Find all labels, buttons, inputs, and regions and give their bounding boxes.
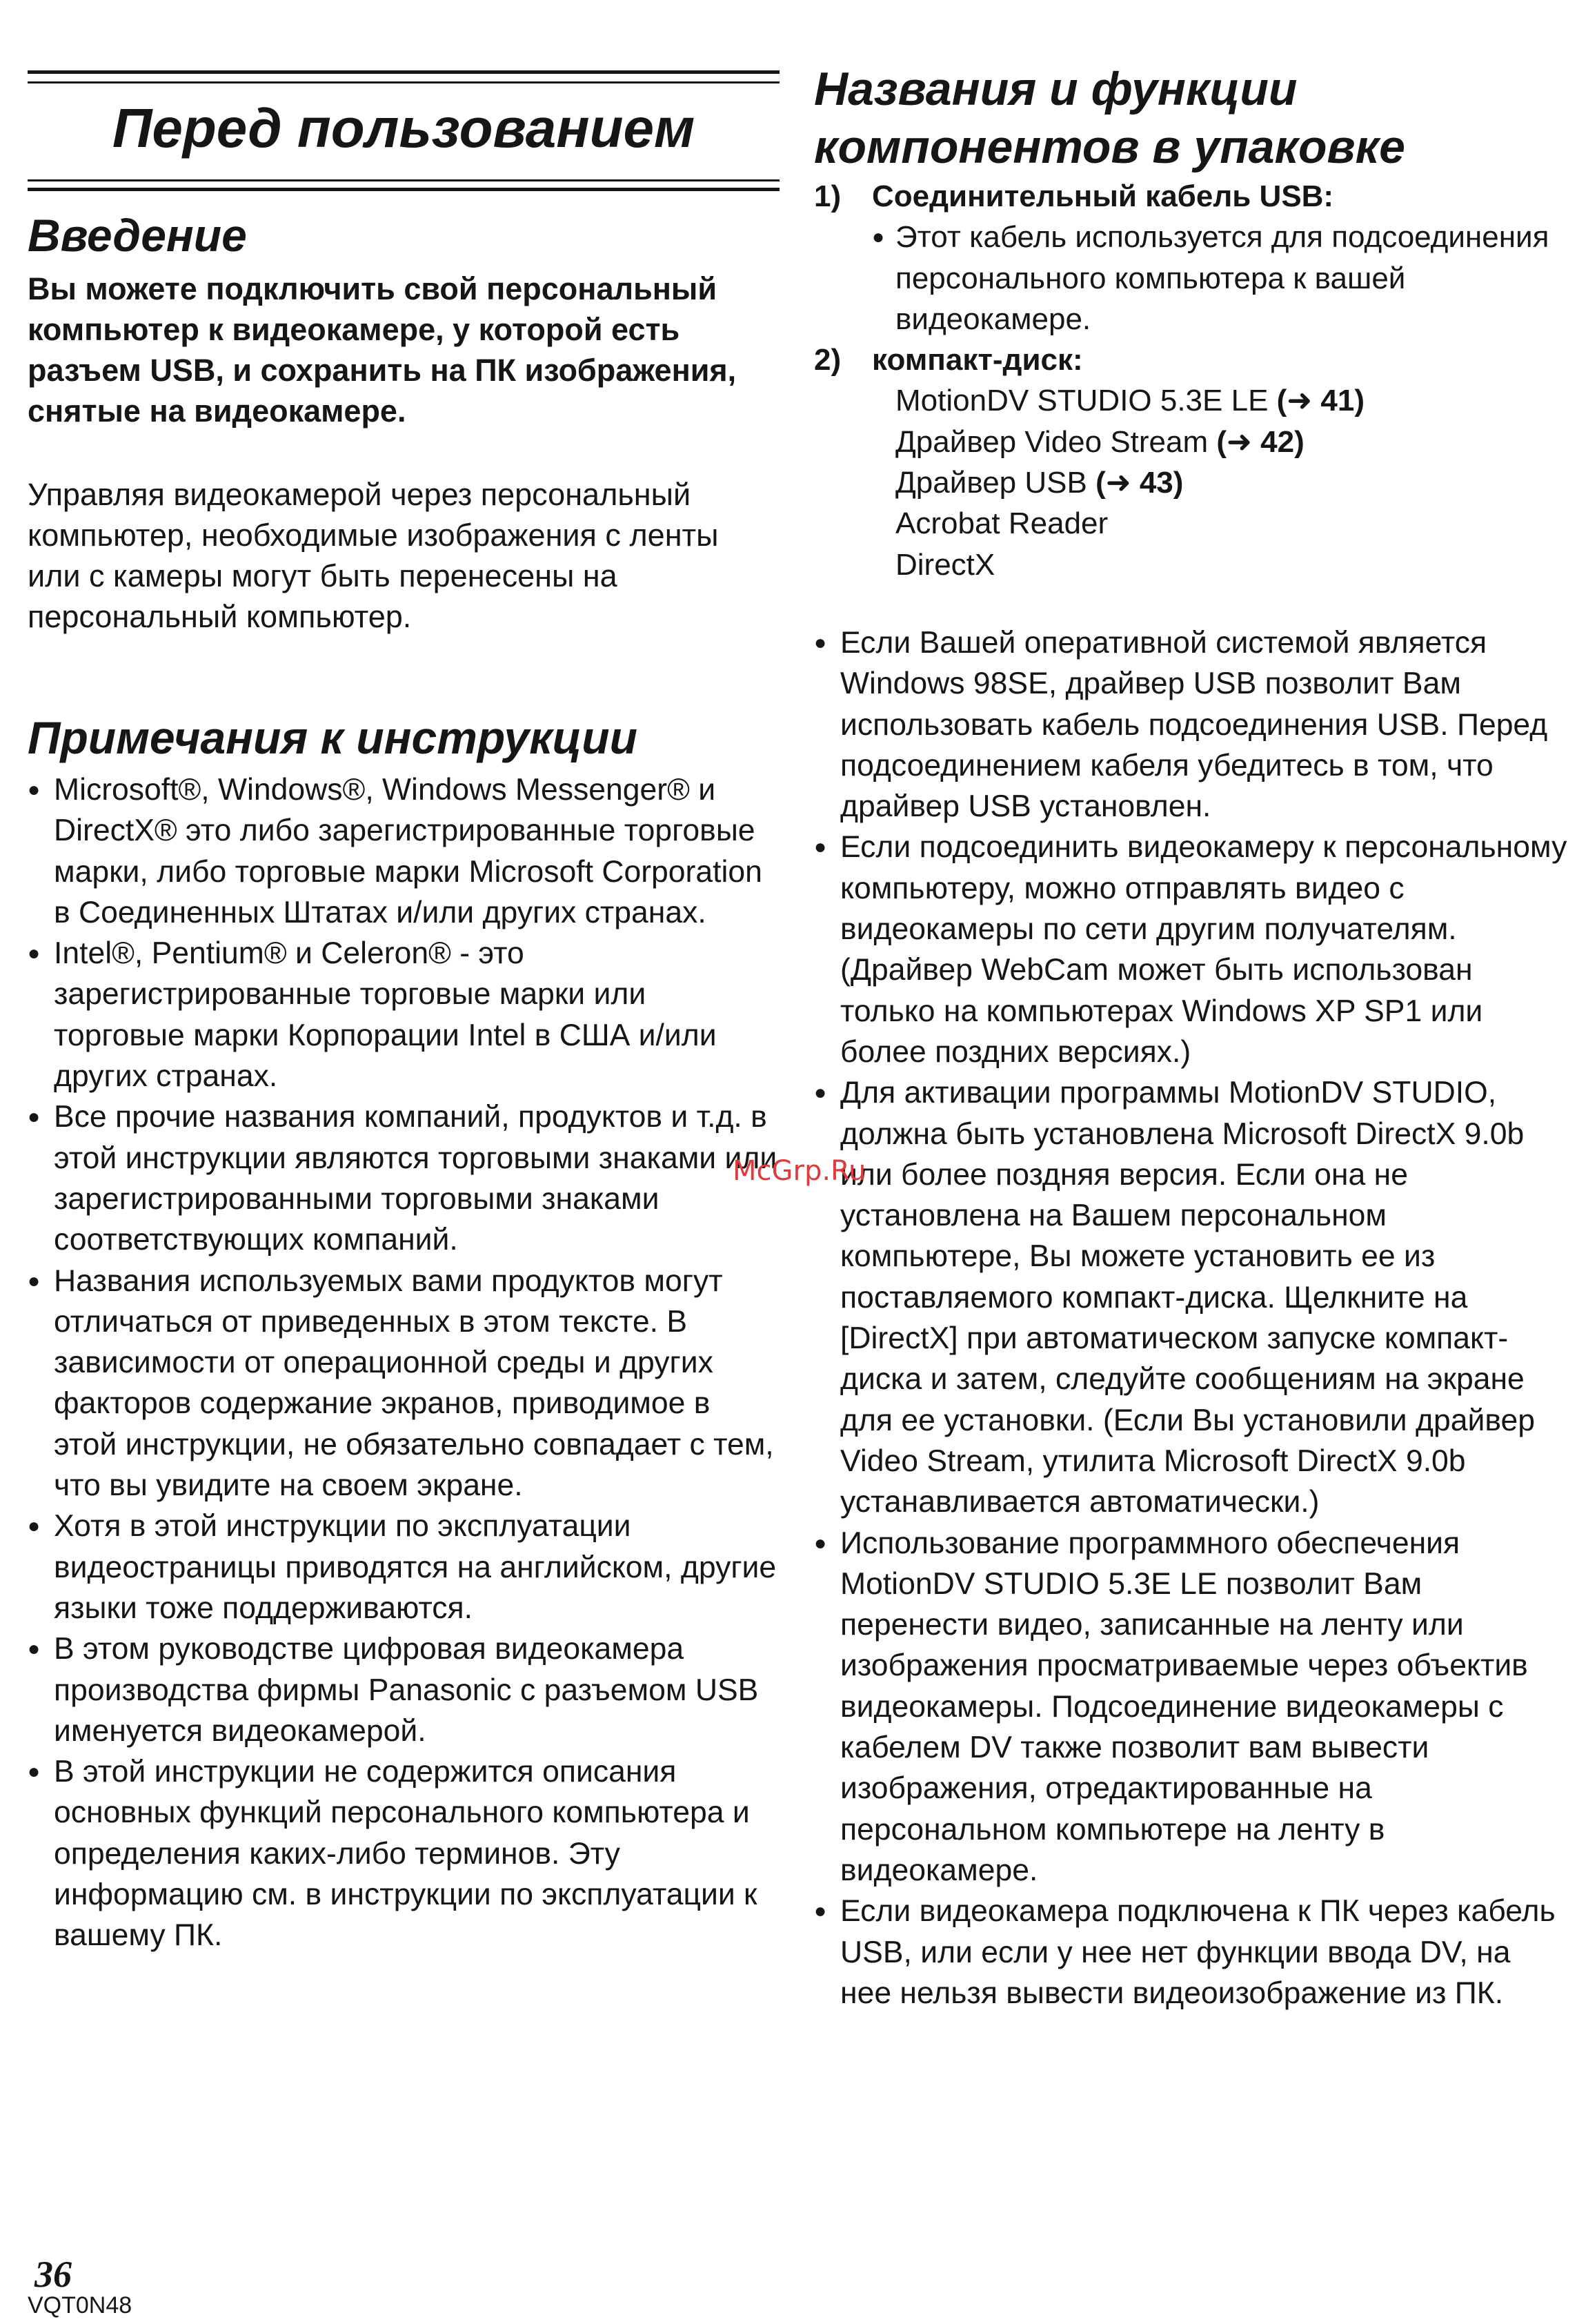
cd-item-name: Драйвер USB <box>895 466 1087 500</box>
notes-heading: Примечания к инструкции <box>28 712 637 763</box>
cd-item-name: MotionDV STUDIO 5.3E LE <box>895 384 1269 418</box>
cd-item-name: Acrobat Reader <box>895 506 1109 541</box>
package-note-item: ● Использование программного обеспечения MotionDV STUDIO 5.3E LE позволит Вам перенести видео, записанные на ленту или изображения просматриваемые через объектив видеокамеры. Подсоединение видеокамеры с кабелем DV также позволит вам вывести изображения, отредактированные на персональном компьютере на ленту в видеокамере. <box>814 1523 1569 1891</box>
package-note-item: ● Для активации программы MotionDV STUDIO, должна быть установлена Microsoft DirectX 9.0b или более поздняя версия. Если она не установлена на Вашем персональном компьютере, Вы можете установить ее из поставляемого компакт-диска. Щелкните на [DirectX] при автоматическом запуске компакт-диска и затем, следуйте сообщениям на экране для ее установки. (Если Вы установили драйвер Video Stream, утилита Microsoft DirectX 9.0b устанавливается автоматически.) <box>814 1072 1569 1522</box>
cd-item <box>872 544 1569 585</box>
note-item: ● Названия используемых вами продуктов могут отличаться от приведенных в этом тексте. В зависимости от операционной среды и других факторов содержание экранов, приводимое в этой инструкции, не обязательно совпадает с тем, что вы увидите на своем экране. <box>28 1261 780 1506</box>
component-cd <box>814 339 1569 585</box>
note-item: ● Microsoft®, Windows®, Windows Messenger® и DirectX® это либо зарегистрированные торговые марки, либо торговые марки Microsoft Corporation в Соединенных Штатах и/или других странах. <box>28 769 780 933</box>
page-number: 36 <box>34 2254 72 2295</box>
component-usb-cable <box>814 176 1569 339</box>
component-number: 2) <box>814 343 842 377</box>
component-name: Соединительный кабель USB: <box>872 179 1334 213</box>
intro-bold-text: Вы можете подключить свой персональный компьютер к видеокамере, у которой есть разъем USB, и сохранить на ПК изображения, снятые на видеокамере. <box>28 271 737 429</box>
intro-heading: Введение <box>28 210 247 261</box>
note-item: ● Хотя в этой инструкции по эксплуатации видеостраницы приводятся на английском, другие языки тоже поддерживаются. <box>28 1506 780 1628</box>
page-reference: (➜ 43) <box>1095 466 1184 500</box>
watermark: McGrp.Ru <box>733 1155 866 1187</box>
title-rule-bottom-thin <box>28 179 780 181</box>
cd-item-name: Драйвер Video Stream <box>895 424 1209 459</box>
notes-list <box>28 769 780 1956</box>
components-heading: Названия и функции компонентов в упаковке <box>814 63 1405 173</box>
package-note-item: ● Если видеокамера подключена к ПК через кабель USB, или если у нее нет функции ввода DV, на нее нельзя вывести видеоизображение из ПК. <box>814 1891 1569 2013</box>
components-list <box>814 176 1569 585</box>
intro-text: Управляя видеокамерой через персональный компьютер, необходимые изображения с ленты или с камеры могут быть перенесены на персональный компьютер. <box>28 477 719 634</box>
component-desc: ● Этот кабель используется для подсоединения персонального компьютера к вашей видеокамере. <box>872 217 1569 339</box>
component-name: компакт-диск: <box>872 343 1083 377</box>
note-item: ● Intel®, Pentium® и Celeron® - это зарегистрированные торговые марки или торговые марки Корпорации Intel в США и/или других странах. <box>28 933 780 1096</box>
cd-item-name: DirectX <box>895 547 995 582</box>
page-reference: (➜ 42) <box>1216 424 1305 459</box>
title-rule-top-thin <box>28 81 780 83</box>
note-item: ● В этой инструкции не содержится описания основных функций персонального компьютера и определения каких-либо терминов. Эту информацию см. в инструкции по эксплуатации к вашему ПК. <box>28 1751 780 1956</box>
cd-item <box>872 503 1569 544</box>
cd-item <box>872 380 1569 421</box>
package-note-item: ● Если подсоединить видеокамеру к персональному компьютеру, можно отправлять видео с видеокамеры по сети другим получателям. (Драйвер WebCam может быть использован только на компьютерах Windows XP SP1 или более поздних версиях.) <box>814 827 1569 1072</box>
page-reference: (➜ 41) <box>1276 384 1365 418</box>
document-code: VQT0N48 <box>28 2292 132 2318</box>
title-rule-top <box>28 70 780 74</box>
note-item: ● В этом руководстве цифровая видеокамера производства фирмы Panasonic с разъемом USB именуется видеокамерой. <box>28 1628 780 1751</box>
cd-item <box>872 422 1569 462</box>
cd-item <box>872 462 1569 503</box>
page-title: Перед пользованием <box>112 97 695 159</box>
component-number: 1) <box>814 179 842 213</box>
package-note-item: ● Если Вашей оперативной системой является Windows 98SE, драйвер USB позволит Вам использовать кабель подсоединения USB. Перед подсоединением кабеля убедитесь в том, что драйвер USB установлен. <box>814 622 1569 827</box>
note-item: ● Все прочие названия компаний, продуктов и т.д. в этой инструкции являются торговыми знаками или зарегистрированными торговыми знаками соответствующих компаний. <box>28 1096 780 1260</box>
component-desc-list <box>872 217 1569 339</box>
title-rule-bottom <box>28 188 780 191</box>
package-notes-list <box>814 622 1569 2013</box>
